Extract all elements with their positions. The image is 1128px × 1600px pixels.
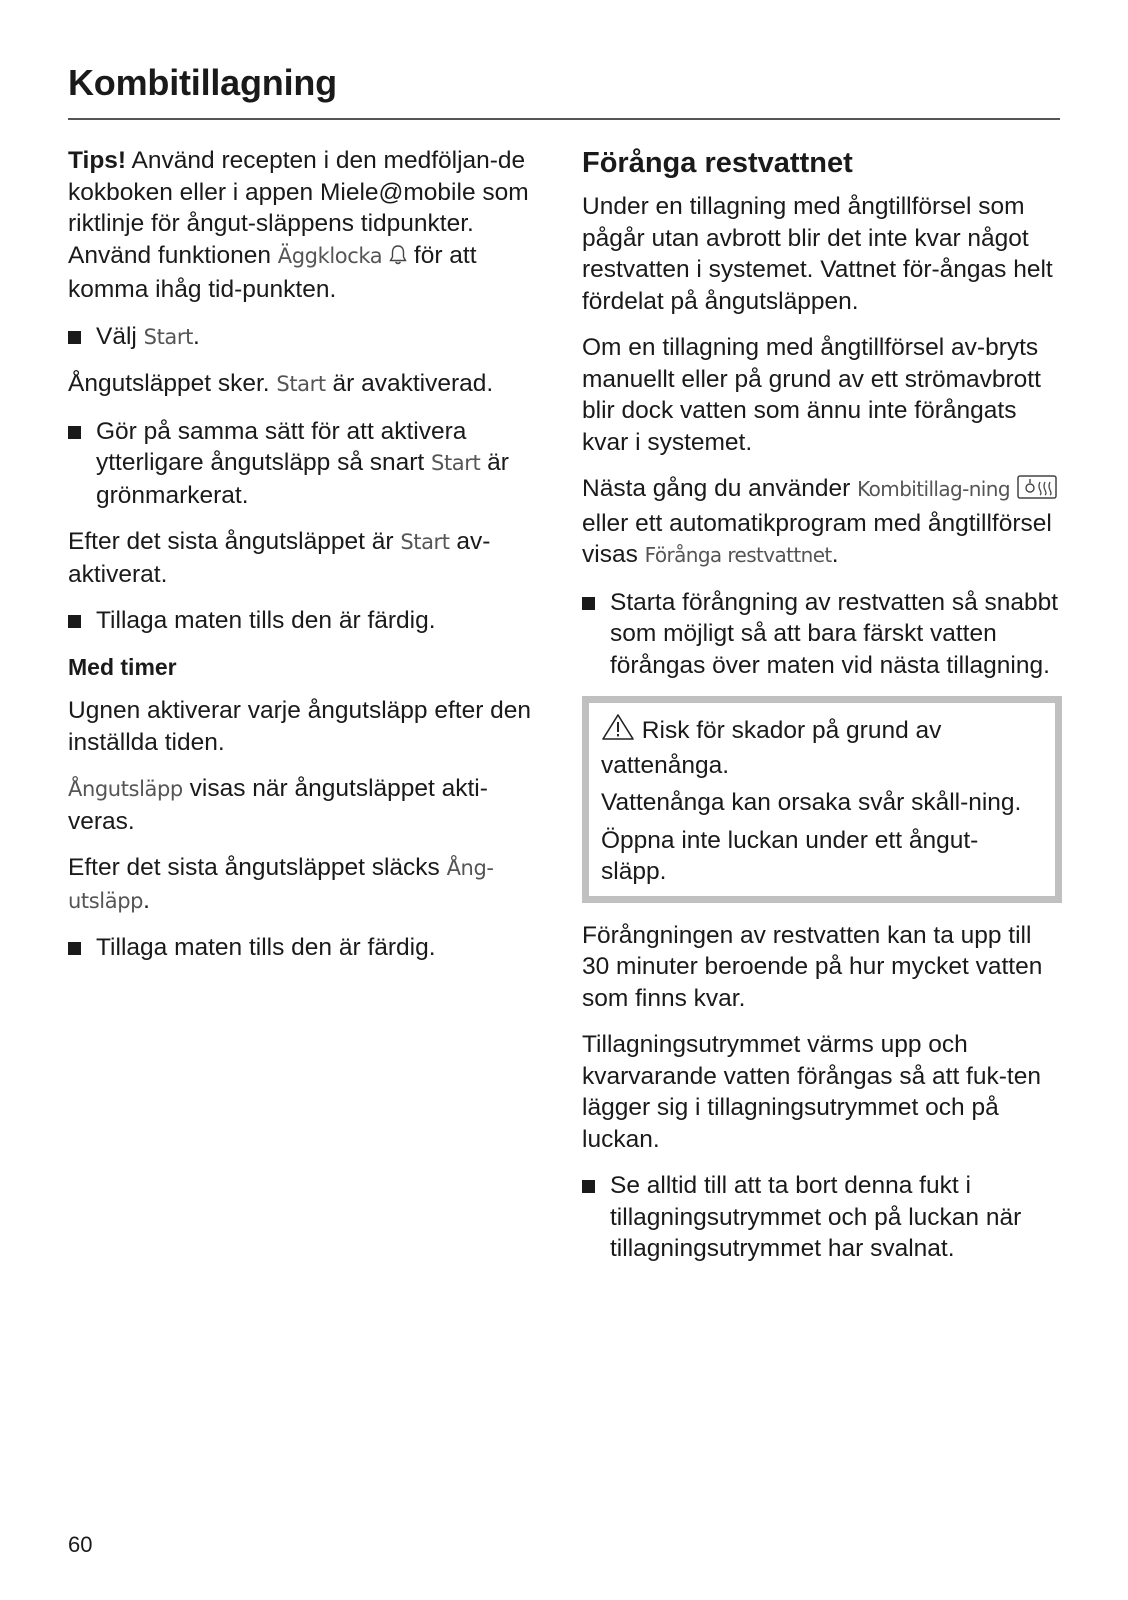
tips-text-b: för att komma ihåg tid-punkten.	[68, 241, 477, 303]
bullet-repeat-steam	[68, 416, 548, 512]
bullet-text: Se alltid till att ta bort denna fukt i tillagningsutrymmet och på luckan när tillagningsutrymmet har svalnat.	[610, 1172, 1022, 1262]
bullet-select-start	[68, 321, 548, 354]
bullet-square	[582, 1180, 595, 1193]
page-number: 60	[68, 1532, 93, 1557]
page-title: Kombitillagning	[68, 62, 337, 103]
title-divider	[68, 118, 1060, 120]
paragraph-last-release	[68, 526, 548, 590]
bullet-square	[68, 331, 81, 344]
warning-line-2: Vattenånga kan orsaka svår skåll-ning.	[601, 789, 1022, 816]
paragraph-timer: Ugnen aktiverar varje ångutsläpp efter den inställda tiden.	[68, 697, 532, 756]
section-heading: Förånga restvattnet	[582, 147, 853, 179]
tips-paragraph	[68, 145, 548, 306]
warning-line-3: Öppna inte luckan under ett ångut-släpp.	[601, 826, 979, 885]
text: eller ett automatikprogram med ångtillförsel visas	[582, 509, 1052, 568]
ui-label-steam-release: Ångutsläpp	[68, 777, 183, 801]
tips-label: Tips!	[68, 147, 127, 174]
bullet-square	[68, 615, 81, 628]
paragraph-steam-release	[68, 368, 548, 401]
ui-label-start: Start	[400, 530, 450, 554]
bullet-square	[582, 597, 595, 610]
oven-steam-icon	[1017, 475, 1057, 508]
bullet-remove-moisture	[582, 1170, 1062, 1265]
timer-function-name: Äggklocka	[277, 243, 383, 268]
bullet-cook-done	[68, 605, 548, 637]
paragraph-steam-shown	[68, 773, 548, 837]
bullet-text: Gör på samma sätt för att aktivera ytterligare ångutsläpp så snart	[96, 417, 467, 476]
ui-label-start: Start	[276, 372, 326, 396]
paragraph-duration: Förångningen av restvatten kan ta upp till 30 minuter beroende på hur mycket vatten som finns kvar.	[582, 921, 1043, 1012]
bullet-text-end: är grönmarkerat.	[96, 449, 509, 509]
text: .	[831, 541, 839, 568]
left-column	[68, 145, 548, 979]
text: visas när ångutsläppet akti-veras.	[68, 775, 488, 835]
tips-text-a: Använd recepten i den medföljan-de kokboken eller i appen Miele@mobile som riktlinje för ångut-släppens tidpunkter. Använd funktionen	[68, 147, 529, 269]
text: är avaktiverad.	[325, 370, 494, 397]
bullet-text-end: .	[192, 322, 200, 350]
paragraph-steam-off	[68, 852, 548, 917]
right-column	[582, 145, 1062, 1280]
bullet-text: Tillaga maten tills den är färdig.	[96, 934, 436, 961]
bullet-start-evaporation	[582, 587, 1062, 682]
warning-text: Risk för skador på grund av vattenånga.	[601, 717, 942, 779]
paragraph-heating: Tillagningsutrymmet värms upp och kvarvarande vatten förångas så att fuk-ten lägger sig i tillagningsutrymmet och på luckan.	[582, 1031, 1041, 1153]
bullet-text: Starta förångning av restvatten så snabbt som möjligt så att bara färskt vatten förångas över maten vid nästa tillagning.	[610, 588, 1059, 679]
ui-label-start: Start	[431, 451, 481, 475]
paragraph-next-use	[582, 473, 1062, 572]
text: Ångutsläppet sker.	[68, 370, 277, 397]
warning-box	[582, 696, 1062, 903]
text: Efter det sista ångutsläppet är	[68, 528, 401, 555]
text: av-aktiverat.	[68, 528, 491, 588]
warning-triangle-icon	[601, 713, 635, 750]
warning-line-1	[601, 713, 1041, 781]
text: Nästa gång du använder	[582, 475, 858, 502]
text: .	[143, 886, 150, 914]
ui-label-evaporate: Förånga restvattnet	[644, 543, 832, 567]
bullet-cook-done-timer	[68, 932, 548, 964]
ui-label-start: Start	[143, 324, 193, 349]
bell-icon	[389, 243, 407, 275]
paragraph-no-residual: Under en tillagning med ångtillförsel som pågår utan avbrott blir det inte kvar något restvatten i systemet. Vattnet för-ångas helt fördelat på ångutsläppen.	[582, 193, 1053, 315]
ui-label-combi: Kombitillag-ning	[857, 477, 1010, 501]
bullet-text: Välj	[96, 322, 144, 350]
bullet-text: Tillaga maten tills den är färdig.	[96, 607, 436, 634]
text: Efter det sista ångutsläppet släcks	[68, 854, 447, 881]
bullet-square	[68, 426, 81, 439]
subheading-with-timer: Med timer	[68, 653, 177, 680]
ui-label-steam-release: Ång-utsläpp	[68, 856, 494, 913]
paragraph-interrupted: Om en tillagning med ångtillförsel av-bryts manuellt eller på grund av ett strömavbrott blir dock vatten som ännu inte förångats kvar i systemet.	[582, 334, 1041, 456]
bullet-square	[68, 942, 81, 955]
